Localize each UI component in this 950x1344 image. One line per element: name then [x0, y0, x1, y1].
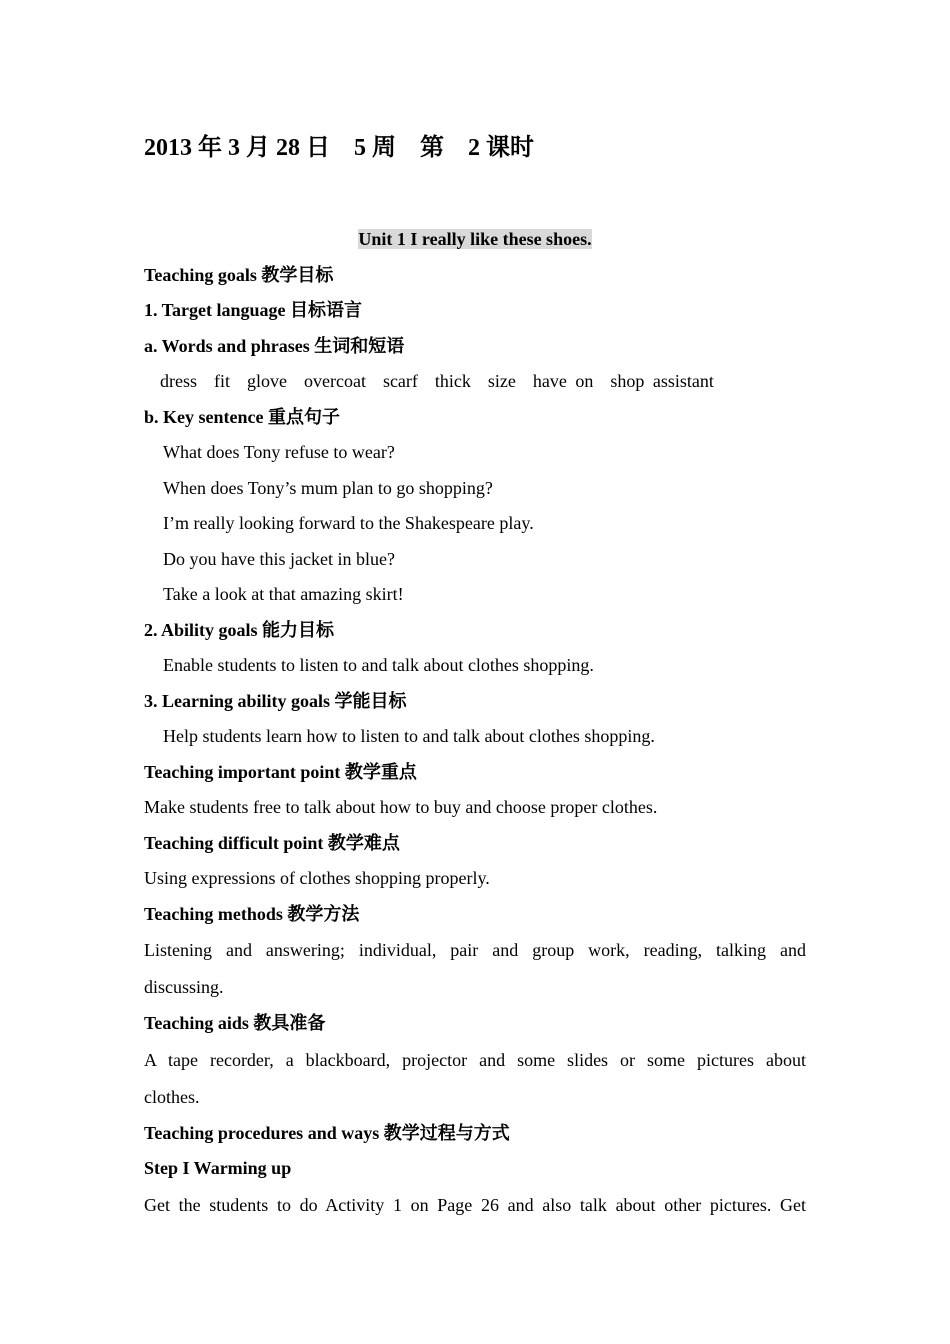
aids-text-line-1: A tape recorder, a blackboard, projector and some slides or some pictures about: [144, 1049, 806, 1070]
date-heading: 2013 年 3 月 28 日 5 周 第 2 课时: [144, 135, 534, 161]
unit-title: Unit 1 I really like these shoes.: [358, 229, 592, 249]
step-1-paragraph: [144, 1187, 806, 1224]
lesson-plan-body: [144, 222, 806, 1224]
methods-heading: Teaching methods 教学方法: [144, 903, 360, 924]
ability-goals-text: Enable students to listen to and talk about clothes shopping.: [163, 655, 594, 675]
methods-text-line-1: Listening and answering; individual, pair and group work, reading, talking and: [144, 940, 806, 960]
unit-title-line: [144, 222, 806, 258]
learning-goals-heading: 3. Learning ability goals 学能目标: [144, 690, 407, 711]
key-sentence-item: When does Tony’s mum plan to go shopping?: [163, 477, 493, 498]
aids-paragraph: [144, 1042, 806, 1116]
aids-heading: Teaching aids 教具准备: [144, 1013, 326, 1033]
difficult-point-heading: Teaching difficult point 教学难点: [144, 832, 400, 853]
difficult-point-text: Using expressions of clothes shopping properly.: [144, 868, 490, 888]
aids-text-line-2: clothes.: [144, 1086, 200, 1107]
words-list: dress fit glove overcoat scarf thick size have on shop assistant: [160, 371, 714, 391]
ability-goals-heading: 2. Ability goals 能力目标: [144, 619, 335, 640]
words-phrases-heading: a. Words and phrases 生词和短语: [144, 335, 405, 356]
procedures-heading: Teaching procedures and ways 教学过程与方式: [144, 1122, 510, 1143]
target-language-heading: 1. Target language 目标语言: [144, 300, 363, 320]
step-1-heading: Step I Warming up: [144, 1158, 292, 1178]
methods-text-line-2: discussing.: [144, 977, 224, 997]
step-1-text-line-1: Get the students to do Activity 1 on Page 26 and also talk about other pictures. Get: [144, 1194, 806, 1215]
learning-goals-text: Help students learn how to listen to and talk about clothes shopping.: [163, 726, 655, 746]
key-sentence-item: I’m really looking forward to the Shakespeare play.: [163, 513, 534, 533]
key-sentence-item: Do you have this jacket in blue?: [163, 548, 395, 569]
key-sentence-item: Take a look at that amazing skirt!: [163, 584, 404, 604]
important-point-heading: Teaching important point 教学重点: [144, 761, 417, 782]
teaching-goals-heading: Teaching goals 教学目标: [144, 264, 334, 285]
key-sentence-item: What does Tony refuse to wear?: [163, 442, 395, 462]
methods-paragraph: [144, 932, 806, 1006]
key-sentence-heading: b. Key sentence 重点句子: [144, 406, 340, 427]
important-point-text: Make students free to talk about how to buy and choose proper clothes.: [144, 797, 658, 817]
